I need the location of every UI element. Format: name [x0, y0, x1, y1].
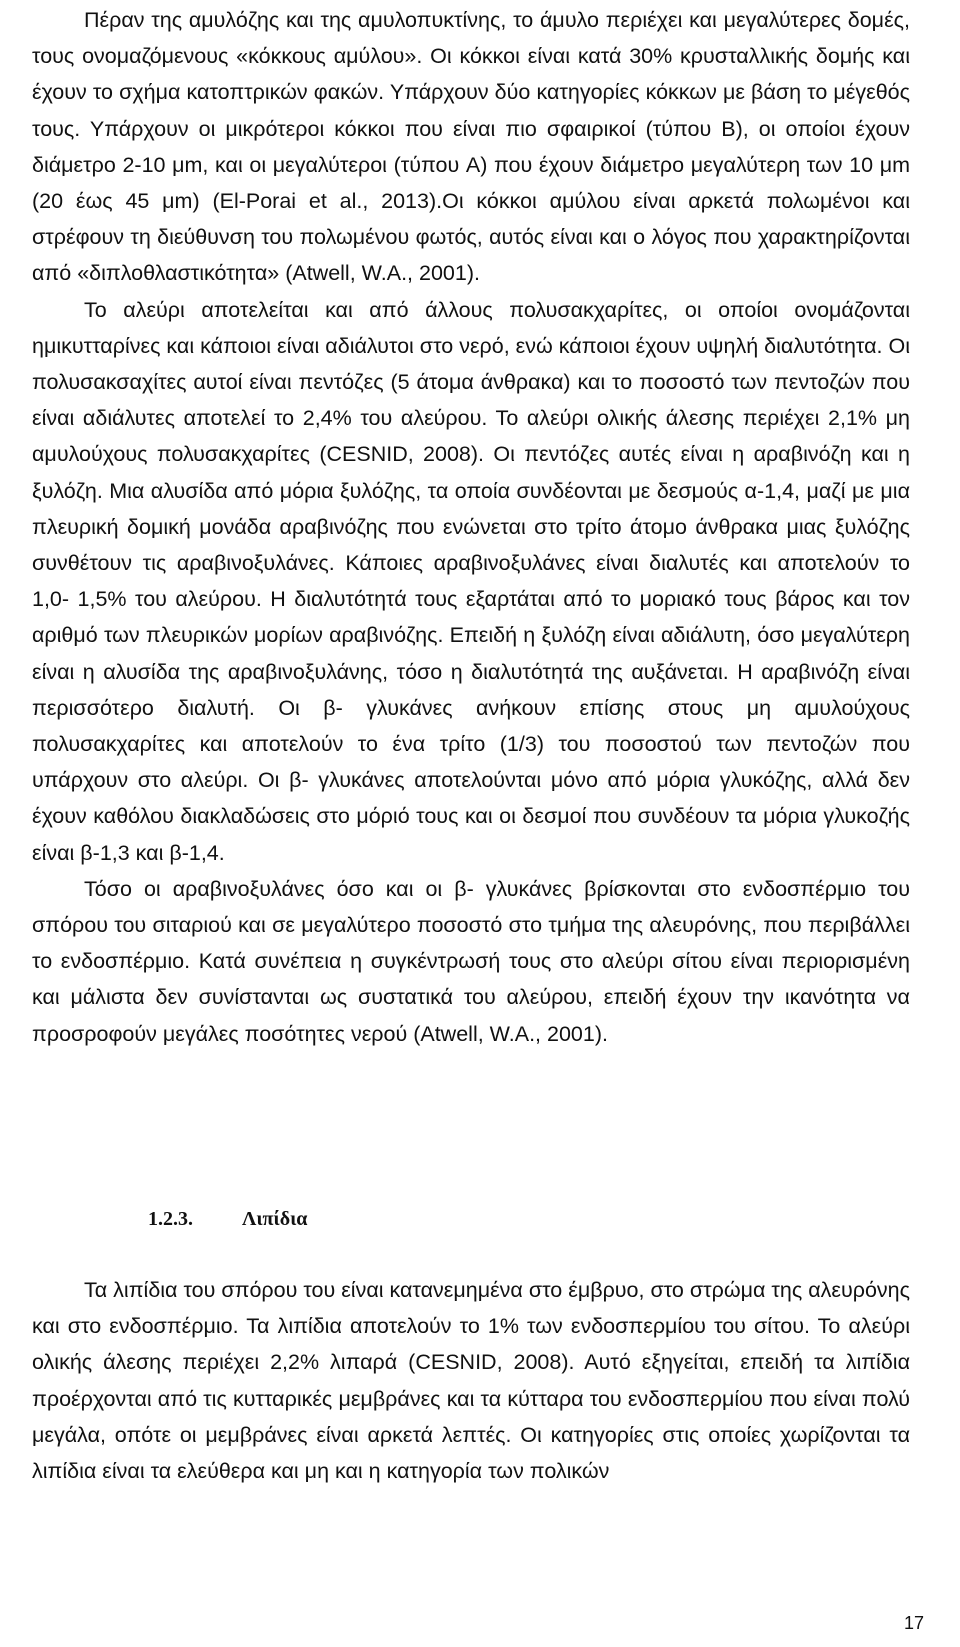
paragraph-arabinoxylans: Τόσο οι αραβινοξυλάνες όσο και οι β- γλυκάνες βρίσκονται στο ενδοσπέρμιο του σπόρου του σιταριού και σε μεγαλύτερο ποσοστό στο τμήμα της αλευρόνης, που περιβάλλει το ενδοσπέρμιο. Κατά συνέπεια η συγκέντρωσή τους στο αλεύρι σίτου είναι περιορισμένη και μάλιστα δεν συνίστανται ως συστατικά του αλεύρου, επειδή έχουν την ικανότητα να προσροφούν μεγάλες ποσότητες νερού (Atwell, W.A., 2001).	[32, 876, 910, 1046]
paragraph-polysaccharides: Το αλεύρι αποτελείται και από άλλους πολυσακχαρίτες, οι οποίοι ονομάζονται ημικυτταρίνες και κάποιοι είναι αδιάλυτοι στο νερό, ενώ κάποιοι έχουν υψηλή διαλυτότητα. Οι πολυσακσαχίτες αυτοί είναι πεντόζες (5 άτομα άνθρακα) και το ποσοστό των πεντοζών που είναι αδιάλυτες αποτελεί το 2,4% του αλεύρου. Το αλεύρι ολικής άλεσης περιέχει 2,1% μη αμυλούχους πολυσακχαρίτες (CESNID, 2008). Οι πεντόζες αυτές είναι η αραβινόζη και η ξυλόζη. Μια αλυσίδα από μόρια ξυλόζης, τα οποία συνδέονται με δεσμούς α-1,4, μαζί με μια πλευρική δομική μονάδα αραβινόζης που ενώνεται στο τρίτο άτομο άνθρακα μιας ξυλόζης συνθέτουν τις αραβινοξυλάνες. Κάποιες αραβινοξυλάνες είναι διαλυτές και αποτελούν το 1,0- 1,5% του αλεύρου. Η διαλυτότητά τους εξαρτάται από το μοριακό τους βάρος και τον αριθμό των πλευρικών μορίων αραβινόζης. Επειδή η ξυλόζη είναι αδιάλυτη, όσο μεγαλύτερη είναι η αλυσίδα της αραβινοξυλάνης, τόσο η διαλυτότητά της αυξάνεται. Η αραβινόζη είναι περισσότερο διαλυτή. Οι β- γλυκάνες ανήκουν επίσης στους μη αμυλούχους πολυσακχαρίτες και αποτελούν το ένα τρίτο (1/3) του ποσοστού των πεντοζών που υπάρχουν στο αλεύρι. Οι β- γλυκάνες αποτελούνται μόνο από μόρια γλυκόζης, αλλά δεν έχουν καθόλου διακλαδώσεις στο μόριό τους και οι δεσμοί που συνδέουν τα μόρια γλυκοζής είναι β-1,3 και β-1,4.	[32, 297, 910, 865]
page-number: 17	[903, 1613, 924, 1633]
section-body	[32, 1272, 910, 1489]
section-heading	[148, 1208, 307, 1231]
section-number: 1.2.3.	[148, 1208, 193, 1230]
paragraph-starch-granules: Πέραν της αμυλόζης και της αμυλοπυκτίνης, το άμυλο περιέχει και μεγαλύτερες δομές, τους ονομαζόμενους «κόκκους αμύλου». Οι κόκκοι είναι κατά 30% κρυσταλλικής δομής και έχουν το σχήμα κατοπτρικών φακών. Υπάρχουν δύο κατηγορίες κόκκων με βάση το μέγεθός τους. Υπάρχουν οι μικρότεροι κόκκοι που είναι πιο σφαιρικοί (τύπου B), οι οποίοι έχουν διάμετρο 2-10 μm, και οι μεγαλύτεροι (τύπου A) που έχουν διάμετρο μεγαλύτερη των 10 μm (20 έως 45 μm) (El-Porai et al., 2013).Οι κόκκοι αμύλου είναι αρκετά πολωμένοι και στρέφουν τη διεύθυνση του πολωμένου φωτός, αυτός είναι και ο λόγος που χαρακτηρίζονται από «διπλοθλαστικότητα» (Atwell, W.A., 2001).	[32, 8, 910, 286]
section-title: Λιπίδια	[242, 1208, 308, 1230]
body-text	[32, 2, 910, 1052]
paragraph-lipids: Τα λιπίδια του σπόρου του είναι κατανεμημένα στο έμβρυο, στο στρώμα της αλευρόνης και στο ενδοσπέρμιο. Τα λιπίδια αποτελούν το 1% των ενδοσπερμίου του σίτου. Το αλεύρι ολικής άλεσης περιέχει 2,2% λιπαρά (CESNID, 2008). Αυτό εξηγείται, επειδή τα λιπίδια προέρχονται από τις κυτταρικές μεμβράνες και τα κύτταρα του ενδοσπερμίου που είναι πολύ μεγάλα, οπότε οι μεμβράνες είναι αρκετά λεπτές. Οι κατηγορίες στις οποίες χωρίζονται τα λιπίδια είναι τα ελεύθερα και μη και η κατηγορία των πολικών	[32, 1278, 910, 1484]
